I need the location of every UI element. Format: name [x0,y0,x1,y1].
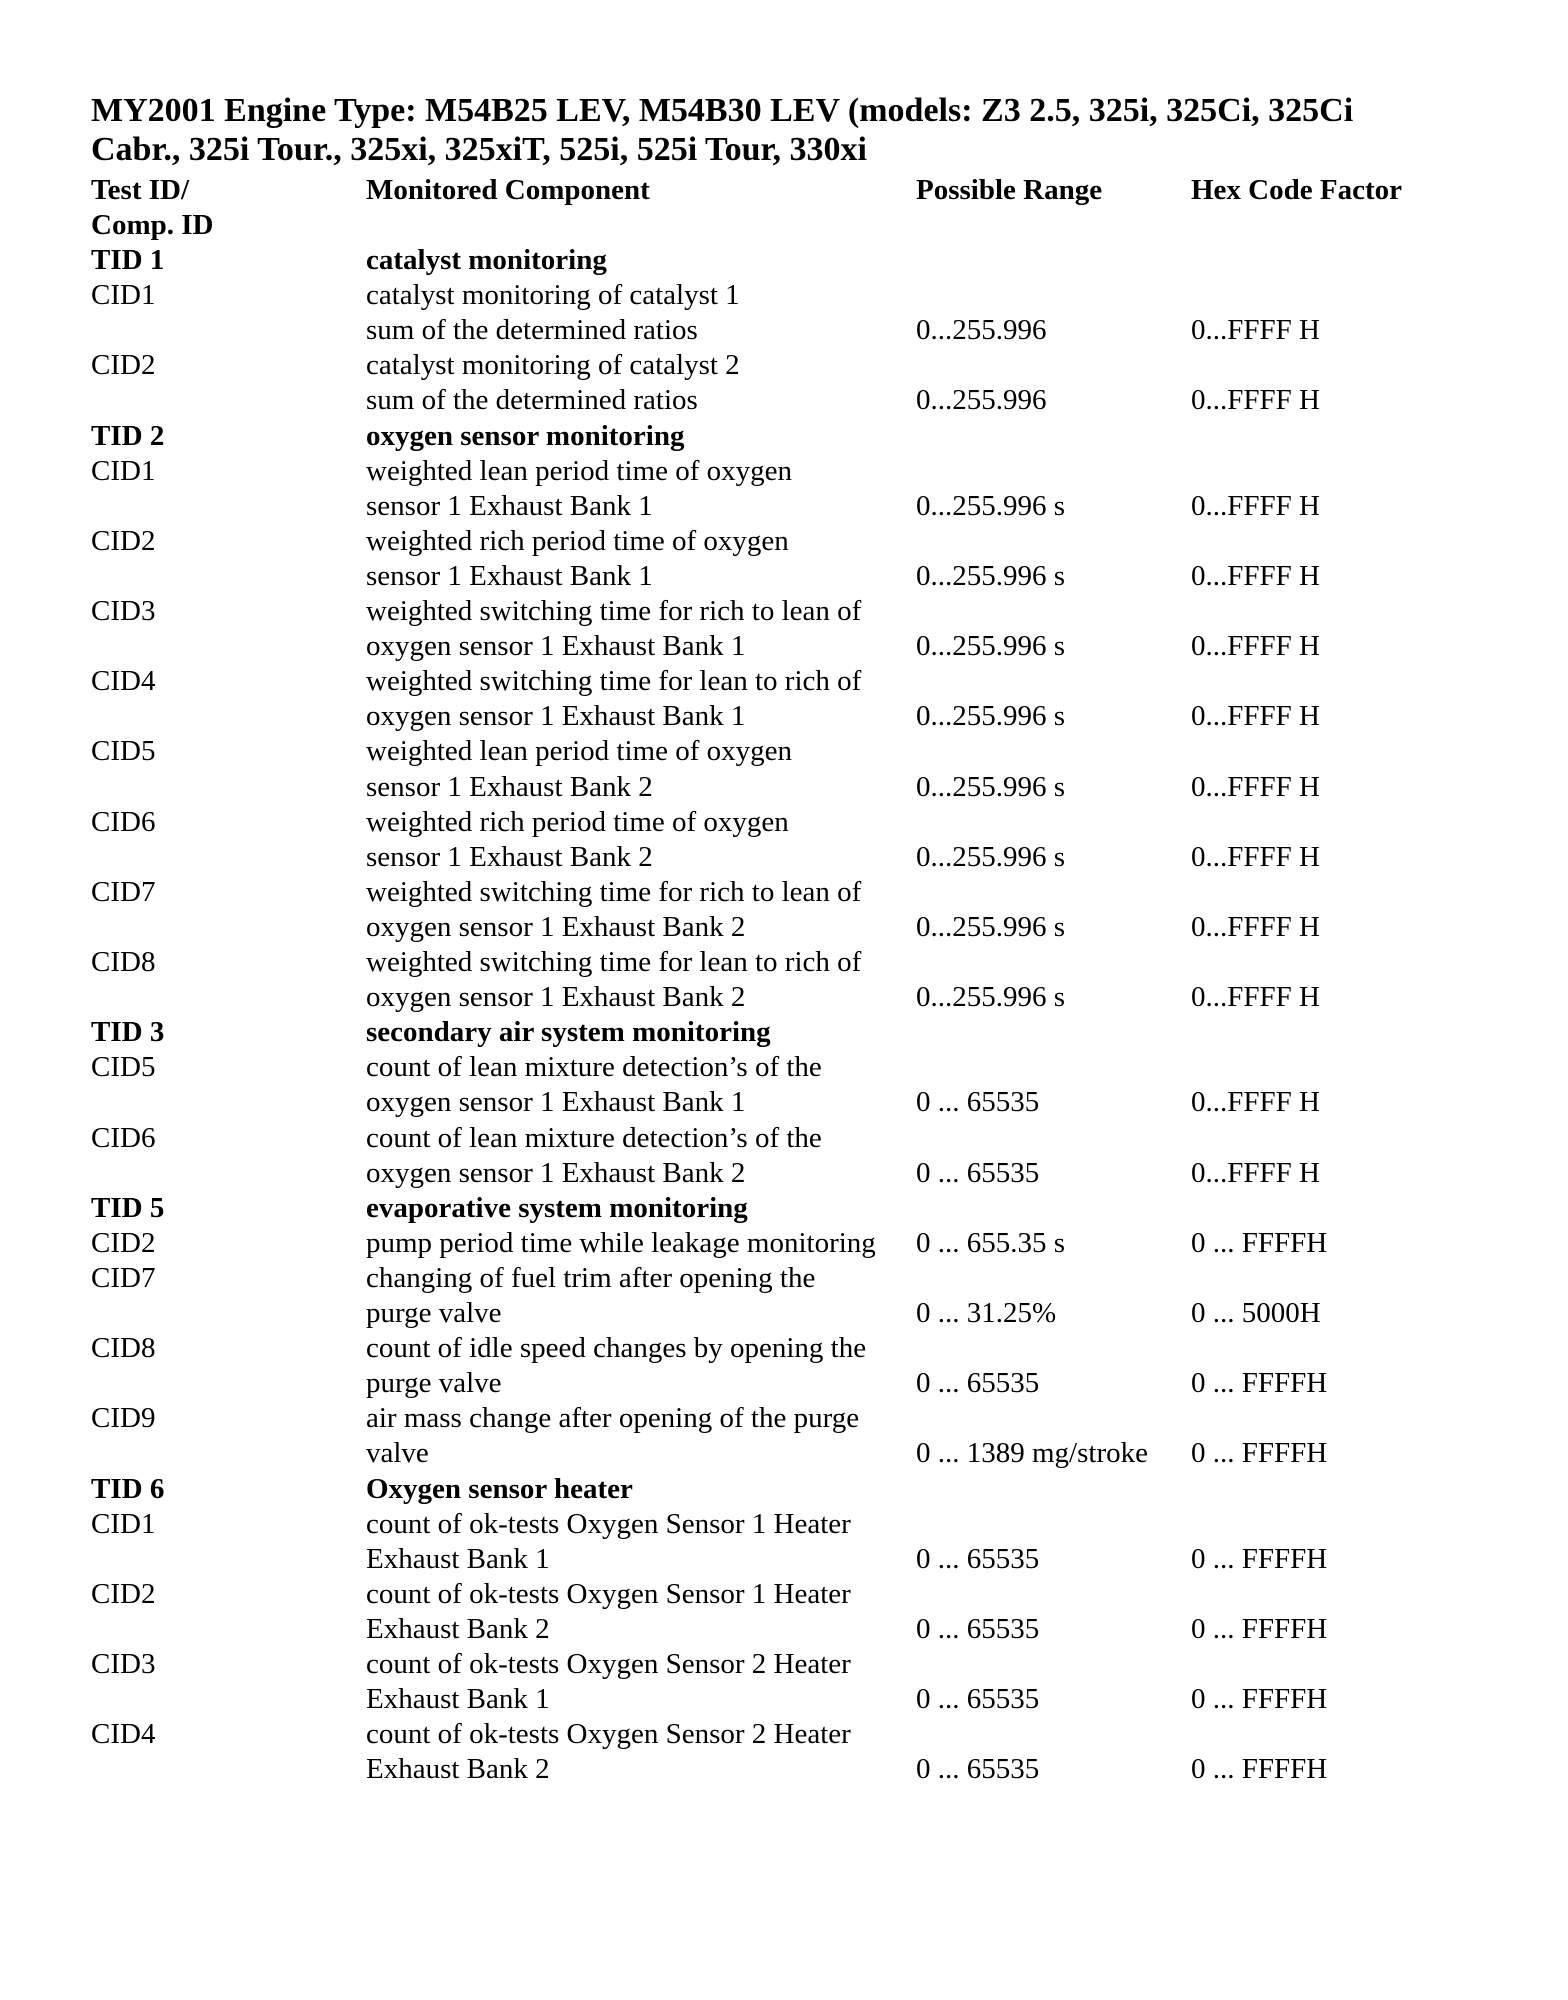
row-range: 0...255.996 s [916,560,1066,592]
row-hex-factor: 0 ... FFFFH [1191,1367,1328,1399]
title-line-1: MY2001 Engine Type: M54B25 LEV, M54B30 LEV (models: Z3 2.5, 325i, 325Ci, 325Ci [91,92,1354,129]
row-component: sum of the determined ratios [366,314,698,346]
row-test-id: CID2 [91,349,156,381]
row-range: 0...255.996 s [916,630,1066,662]
row-test-id: TID 6 [91,1473,165,1505]
row-component: count of lean mixture detection’s of the [366,1051,822,1083]
row-component: Oxygen sensor heater [366,1473,633,1505]
row-range: 0 ... 31.25% [916,1297,1057,1329]
row-component: purge valve [366,1297,502,1329]
row-hex-factor: 0...FFFF H [1191,630,1320,662]
row-test-id: CID2 [91,525,156,557]
row-range: 0...255.996 s [916,700,1066,732]
row-test-id: CID5 [91,1051,156,1083]
row-test-id: CID1 [91,1508,156,1540]
row-component: oxygen sensor 1 Exhaust Bank 1 [366,1086,746,1118]
row-component: oxygen sensor 1 Exhaust Bank 1 [366,630,746,662]
row-test-id: CID4 [91,1718,156,1750]
row-test-id: CID1 [91,279,156,311]
row-test-id: TID 2 [91,420,165,452]
row-component: weighted lean period time of oxygen [366,455,793,487]
row-hex-factor: 0...FFFF H [1191,1157,1320,1189]
header-comp-id: Comp. ID [91,209,214,241]
row-component: catalyst monitoring of catalyst 1 [366,279,740,311]
row-test-id: CID4 [91,665,156,697]
header-hex-code-factor: Hex Code Factor [1191,174,1402,206]
row-component: weighted switching time for lean to rich of [366,946,862,978]
row-hex-factor: 0 ... FFFFH [1191,1683,1328,1715]
title-line-2: Cabr., 325i Tour., 325xi, 325xiT, 525i, 525i Tour, 330xi [91,131,867,168]
row-range: 0 ... 65535 [916,1157,1040,1189]
row-test-id: CID2 [91,1578,156,1610]
row-component: count of ok-tests Oxygen Sensor 1 Heater [366,1508,851,1540]
row-component: Exhaust Bank 2 [366,1613,550,1645]
row-component: weighted lean period time of oxygen [366,735,793,767]
row-hex-factor: 0 ... FFFFH [1191,1613,1328,1645]
row-hex-factor: 0...FFFF H [1191,981,1320,1013]
row-hex-factor: 0...FFFF H [1191,911,1320,943]
row-range: 0...255.996 s [916,490,1066,522]
row-hex-factor: 0...FFFF H [1191,771,1320,803]
header-test-id: Test ID/ [91,174,190,206]
row-component: sum of the determined ratios [366,384,698,416]
row-test-id: CID5 [91,735,156,767]
row-test-id: CID8 [91,946,156,978]
row-component: changing of fuel trim after opening the [366,1262,816,1294]
row-component: oxygen sensor 1 Exhaust Bank 2 [366,981,746,1013]
row-range: 0...255.996 s [916,981,1066,1013]
row-component: evaporative system monitoring [366,1192,748,1224]
row-range: 0 ... 1389 mg/stroke [916,1437,1148,1469]
header-monitored-component: Monitored Component [366,174,650,206]
row-component: catalyst monitoring of catalyst 2 [366,349,740,381]
row-component: weighted switching time for lean to rich of [366,665,862,697]
row-component: count of ok-tests Oxygen Sensor 2 Heater [366,1718,851,1750]
row-test-id: CID1 [91,455,156,487]
row-component: secondary air system monitoring [366,1016,771,1048]
row-test-id: CID7 [91,1262,156,1294]
row-component: sensor 1 Exhaust Bank 2 [366,841,653,873]
row-component: sensor 1 Exhaust Bank 1 [366,560,653,592]
row-hex-factor: 0...FFFF H [1191,560,1320,592]
row-component: purge valve [366,1367,502,1399]
row-test-id: TID 1 [91,244,165,276]
row-component: oxygen sensor monitoring [366,420,685,452]
row-component: catalyst monitoring [366,244,607,276]
row-hex-factor: 0 ... FFFFH [1191,1543,1328,1575]
row-test-id: CID7 [91,876,156,908]
row-range: 0 ... 65535 [916,1367,1040,1399]
row-hex-factor: 0...FFFF H [1191,490,1320,522]
row-component: pump period time while leakage monitoring [366,1227,876,1259]
row-range: 0...255.996 [916,384,1047,416]
row-component: oxygen sensor 1 Exhaust Bank 2 [366,1157,746,1189]
row-component: Exhaust Bank 2 [366,1753,550,1785]
row-test-id: CID6 [91,806,156,838]
row-range: 0 ... 655.35 s [916,1227,1066,1259]
row-range: 0 ... 65535 [916,1086,1040,1118]
row-hex-factor: 0...FFFF H [1191,384,1320,416]
row-test-id: TID 3 [91,1016,165,1048]
row-component: sensor 1 Exhaust Bank 1 [366,490,653,522]
row-hex-factor: 0 ... FFFFH [1191,1437,1328,1469]
row-range: 0...255.996 s [916,841,1066,873]
row-hex-factor: 0 ... FFFFH [1191,1227,1328,1259]
row-range: 0...255.996 [916,314,1047,346]
row-component: sensor 1 Exhaust Bank 2 [366,771,653,803]
row-hex-factor: 0...FFFF H [1191,841,1320,873]
row-range: 0 ... 65535 [916,1753,1040,1785]
row-range: 0 ... 65535 [916,1683,1040,1715]
row-range: 0 ... 65535 [916,1543,1040,1575]
row-component: weighted switching time for rich to lean of [366,876,862,908]
row-component: weighted rich period time of oxygen [366,806,789,838]
row-component: Exhaust Bank 1 [366,1543,550,1575]
row-range: 0...255.996 s [916,771,1066,803]
row-hex-factor: 0...FFFF H [1191,1086,1320,1118]
row-hex-factor: 0...FFFF H [1191,314,1320,346]
row-test-id: CID3 [91,595,156,627]
row-component: count of idle speed changes by opening the [366,1332,867,1364]
header-possible-range: Possible Range [916,174,1103,206]
row-test-id: TID 5 [91,1192,165,1224]
row-test-id: CID2 [91,1227,156,1259]
row-range: 0 ... 65535 [916,1613,1040,1645]
row-component: oxygen sensor 1 Exhaust Bank 1 [366,700,746,732]
row-component: count of ok-tests Oxygen Sensor 2 Heater [366,1648,851,1680]
row-component: count of lean mixture detection’s of the [366,1122,822,1154]
row-component: Exhaust Bank 1 [366,1683,550,1715]
row-hex-factor: 0 ... FFFFH [1191,1753,1328,1785]
row-hex-factor: 0...FFFF H [1191,700,1320,732]
row-component: oxygen sensor 1 Exhaust Bank 2 [366,911,746,943]
row-component: weighted rich period time of oxygen [366,525,789,557]
row-component: air mass change after opening of the purge [366,1402,860,1434]
row-test-id: CID3 [91,1648,156,1680]
row-component: valve [366,1437,429,1469]
row-test-id: CID6 [91,1122,156,1154]
row-hex-factor: 0 ... 5000H [1191,1297,1321,1329]
row-range: 0...255.996 s [916,911,1066,943]
row-test-id: CID9 [91,1402,156,1434]
row-component: count of ok-tests Oxygen Sensor 1 Heater [366,1578,851,1610]
row-test-id: CID8 [91,1332,156,1364]
row-component: weighted switching time for rich to lean of [366,595,862,627]
document-title [91,91,1491,169]
